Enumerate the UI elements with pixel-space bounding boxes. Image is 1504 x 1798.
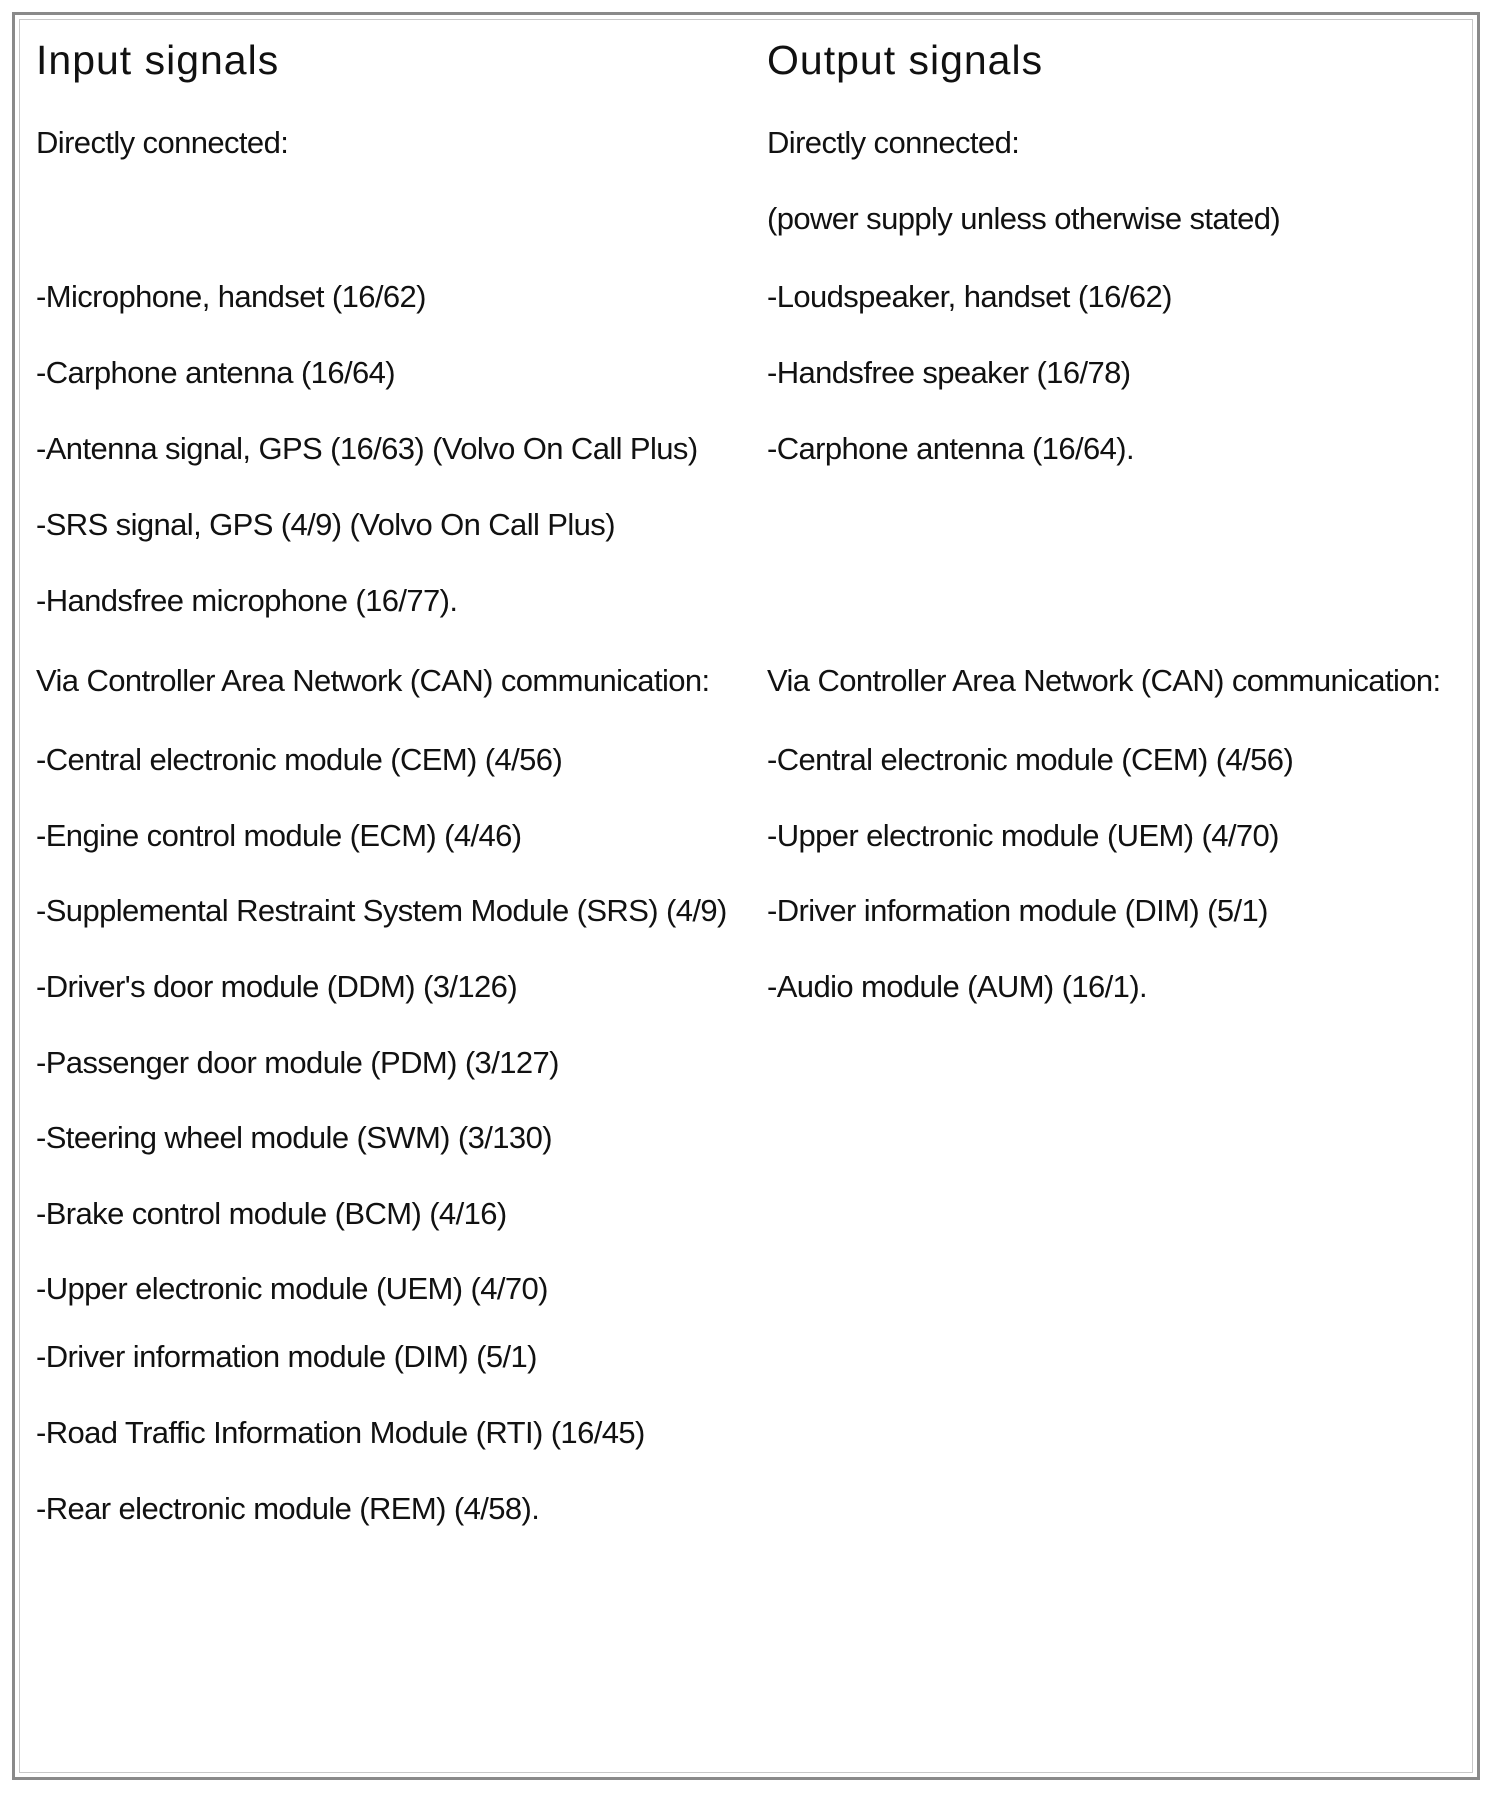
input-can-item: -Supplemental Restraint System Module (SRS) (4/9) xyxy=(36,893,727,928)
document-frame xyxy=(12,12,1480,1780)
input-can-item: -Engine control module (ECM) (4/46) xyxy=(36,818,522,853)
output-direct-item: -Carphone antenna (16/64). xyxy=(767,431,1134,466)
input-direct-item: -Carphone antenna (16/64) xyxy=(36,355,395,390)
input-can-item: -Central electronic module (CEM) (4/56) xyxy=(36,742,563,777)
input-can-item: -Driver information module (DIM) (5/1) xyxy=(36,1339,537,1374)
output-power-supply-note: (power supply unless otherwise stated) xyxy=(767,201,1281,236)
input-can-item: -Steering wheel module (SWM) (3/130) xyxy=(36,1120,552,1155)
output-signals-heading: Output signals xyxy=(767,37,1044,83)
input-direct-item: -SRS signal, GPS (4/9) (Volvo On Call Plus) xyxy=(36,507,615,542)
input-can-item: -Road Traffic Information Module (RTI) (16/45) xyxy=(36,1415,645,1450)
input-direct-item: -Antenna signal, GPS (16/63) (Volvo On Call Plus) xyxy=(36,431,698,466)
output-can-item: -Audio module (AUM) (16/1). xyxy=(767,969,1148,1004)
input-can-item: -Brake control module (BCM) (4/16) xyxy=(36,1196,507,1231)
output-can-item: -Upper electronic module (UEM) (4/70) xyxy=(767,818,1279,853)
output-directly-connected-label: Directly connected: xyxy=(767,125,1020,160)
output-can-item: -Driver information module (DIM) (5/1) xyxy=(767,893,1268,928)
output-can-item: -Central electronic module (CEM) (4/56) xyxy=(767,742,1294,777)
input-direct-item: -Microphone, handset (16/62) xyxy=(36,279,426,314)
output-can-label: Via Controller Area Network (CAN) communication: xyxy=(767,663,1441,698)
input-can-label: Via Controller Area Network (CAN) communication: xyxy=(36,663,710,698)
input-can-item: -Rear electronic module (REM) (4/58). xyxy=(36,1491,540,1526)
output-direct-item: -Loudspeaker, handset (16/62) xyxy=(767,279,1172,314)
input-signals-heading: Input signals xyxy=(36,37,280,83)
input-can-item: -Driver's door module (DDM) (3/126) xyxy=(36,969,518,1004)
input-can-item: -Upper electronic module (UEM) (4/70) xyxy=(36,1271,548,1306)
input-direct-item: -Handsfree microphone (16/77). xyxy=(36,583,458,618)
output-direct-item: -Handsfree speaker (16/78) xyxy=(767,355,1131,390)
input-can-item: -Passenger door module (PDM) (3/127) xyxy=(36,1045,559,1080)
input-directly-connected-label: Directly connected: xyxy=(36,125,289,160)
